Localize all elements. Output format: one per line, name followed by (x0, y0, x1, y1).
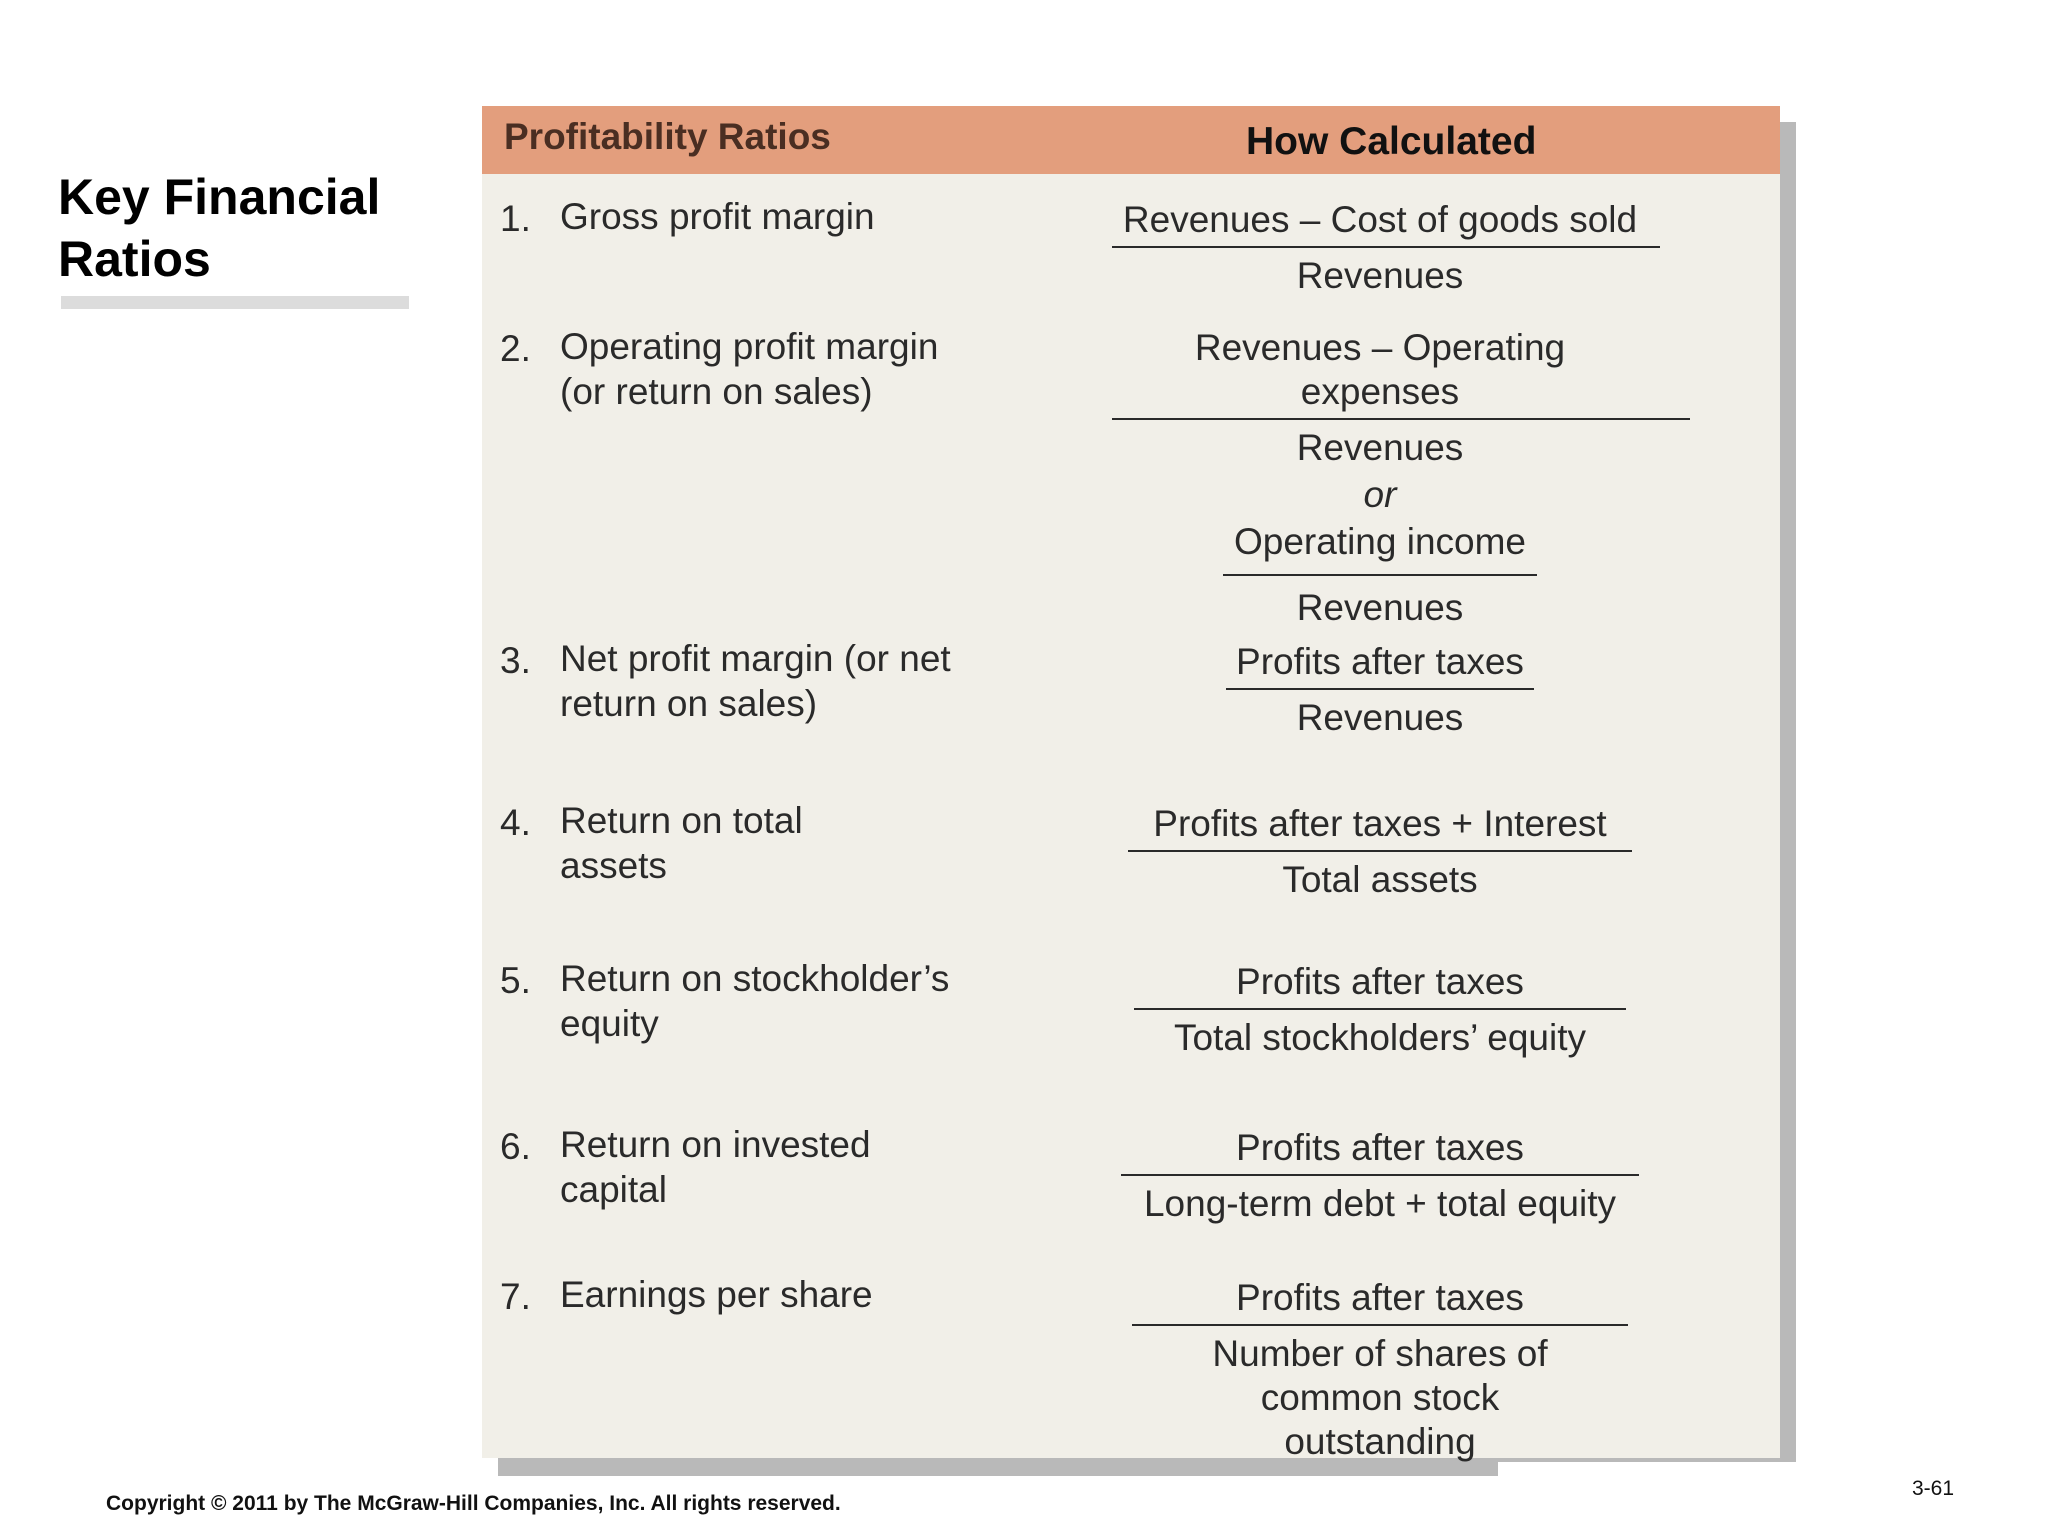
alt-formula-denominator: Revenues (1296, 587, 1464, 628)
ratio-name: Earnings per share (560, 1274, 873, 1315)
alt-formula-numerator: Operating income (1233, 521, 1527, 562)
formula-numerator: Profits after taxes + Interest (1153, 803, 1607, 844)
formula-denominator: Number of shares of common stock outstanding (1212, 1333, 1548, 1462)
fraction-bar (1112, 418, 1690, 420)
ratio-name: Net profit margin (or net return on sales) (560, 638, 951, 724)
header-how-calculated: How Calculated (1246, 120, 1537, 163)
header-profitability-ratios: Profitability Ratios (504, 116, 831, 157)
formula-fraction (1112, 960, 1648, 1060)
fraction-bar (1226, 688, 1534, 690)
ratio-name: Return on invested capital (560, 1124, 871, 1210)
row-number: 3. (500, 640, 531, 681)
formula-denominator: Total assets (1282, 859, 1478, 900)
formula-fraction (1112, 1276, 1648, 1464)
formula-denominator: Revenues (1296, 255, 1464, 296)
row-number: 4. (500, 802, 531, 843)
table-shadow-notch (1498, 1462, 1798, 1478)
formula-fraction (1112, 326, 1648, 630)
copyright-notice: Copyright © 2011 by The McGraw-Hill Companies, Inc. All rights reserved. (106, 1492, 841, 1515)
formula-numerator: Profits after taxes (1236, 641, 1524, 682)
formula-fraction (1112, 802, 1648, 902)
title-underline (61, 296, 409, 309)
formula-numerator: Profits after taxes (1236, 1277, 1524, 1318)
fraction-bar (1223, 574, 1537, 576)
ratio-name: Gross profit margin (560, 196, 875, 237)
formula-numerator: Profits after taxes (1236, 1127, 1524, 1168)
table-header (482, 106, 1780, 174)
formula-fraction (1112, 640, 1648, 740)
formula-denominator: Revenues (1296, 697, 1464, 738)
profitability-ratios-table (482, 106, 1780, 1462)
formula-numerator: Revenues – Operating expenses (1194, 327, 1566, 412)
or-label: or (1363, 474, 1397, 515)
fraction-bar (1128, 850, 1632, 852)
row-number: 2. (500, 328, 531, 369)
fraction-bar (1132, 1324, 1628, 1326)
formula-numerator: Revenues – Cost of goods sold (1122, 199, 1638, 240)
row-number: 5. (500, 960, 531, 1001)
formula-denominator: Long-term debt + total equity (1143, 1183, 1617, 1224)
ratio-name: Return on stockholder’s equity (560, 958, 950, 1044)
fraction-bar (1112, 246, 1660, 248)
fraction-bar (1134, 1008, 1626, 1010)
fraction-bar (1121, 1174, 1639, 1176)
formula-denominator: Revenues (1296, 427, 1464, 468)
formula-fraction (1112, 198, 1648, 298)
slide-title: Key Financial Ratios (58, 169, 381, 287)
ratio-name: Return on total assets (560, 800, 803, 886)
formula-numerator: Profits after taxes (1236, 961, 1524, 1002)
formula-fraction (1112, 1126, 1648, 1226)
row-number: 1. (500, 198, 531, 239)
formula-denominator: Total stockholders’ equity (1173, 1017, 1586, 1058)
row-number: 6. (500, 1126, 531, 1167)
row-number: 7. (500, 1276, 531, 1317)
ratio-name: Operating profit margin (or return on sales) (560, 326, 939, 412)
page-number: 3-61 (1912, 1477, 1955, 1500)
